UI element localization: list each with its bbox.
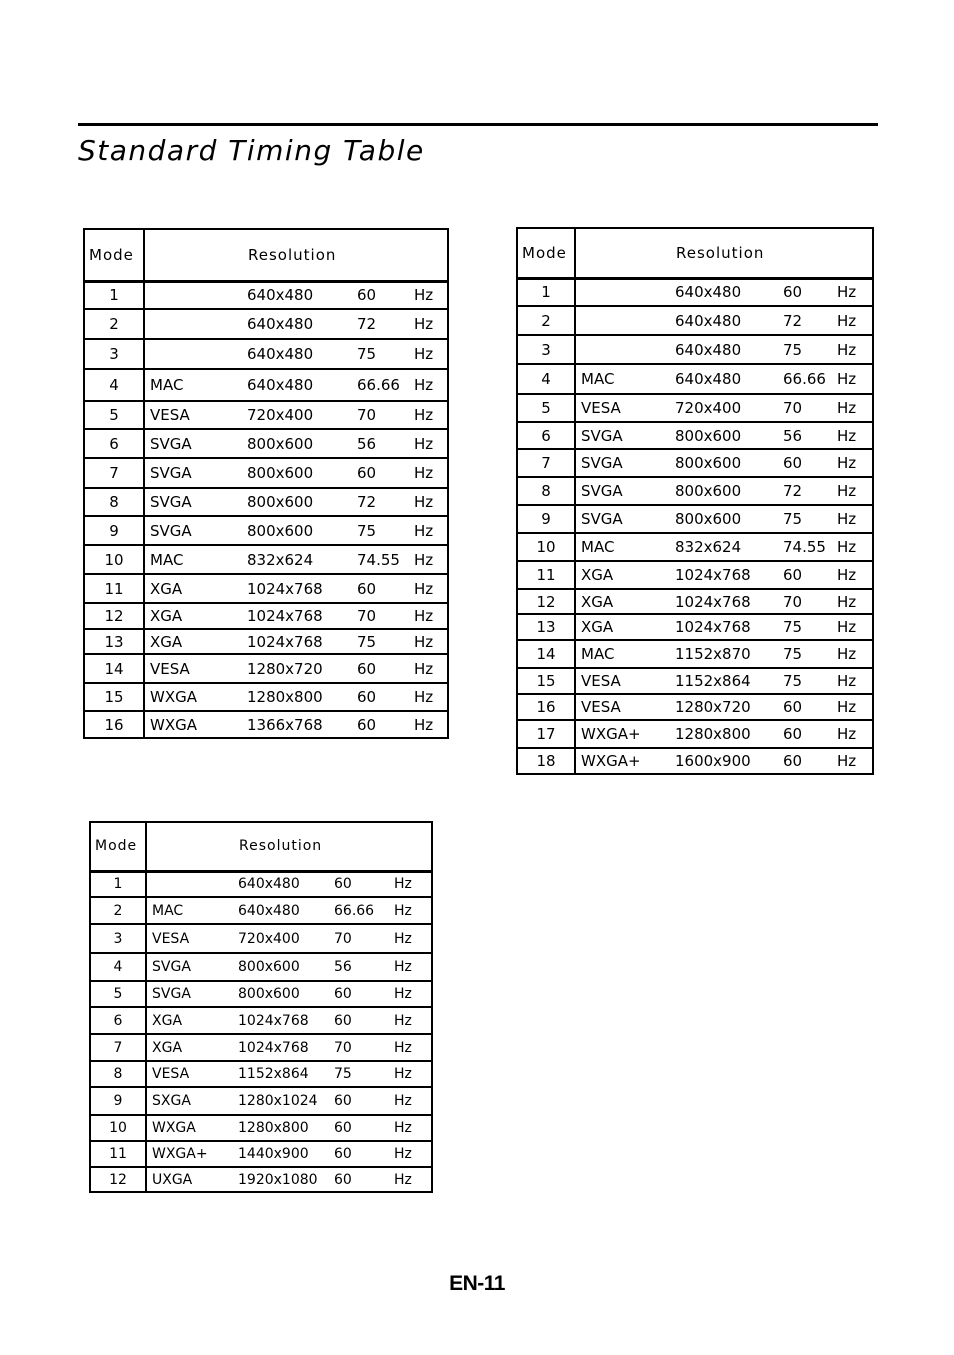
type-cell: MAC [144,369,247,401]
table-row [90,871,432,897]
refresh-rate-cell: 60 [334,1007,394,1034]
refresh-rate-cell: 60 [334,1167,394,1192]
resolution-cell: 1280x800 [675,720,783,748]
resolution-cell: 1024x768 [675,614,783,640]
unit-cell: Hz [414,281,448,309]
type-cell: MAC [575,364,675,394]
mode-cell: 12 [517,589,575,614]
mode-cell: 6 [517,422,575,449]
table-row [90,981,432,1007]
table-row [84,629,448,654]
refresh-rate-cell: 66.66 [357,369,414,401]
type-cell: WXGA+ [146,1141,238,1167]
unit-cell: Hz [837,422,873,449]
refresh-rate-cell: 60 [334,1115,394,1141]
type-cell: SVGA [575,422,675,449]
table-row [84,401,448,429]
unit-cell: Hz [414,711,448,738]
table-row [517,449,873,477]
resolution-cell: 640x480 [675,306,783,335]
unit-cell: Hz [394,924,432,953]
resolution-cell: 1024x768 [247,629,357,654]
resolution-cell: 1024x768 [238,1007,334,1034]
table-row [517,306,873,335]
resolution-cell: 800x600 [247,429,357,458]
resolution-cell: 720x400 [675,394,783,422]
type-cell [146,871,238,897]
unit-cell: Hz [394,1115,432,1141]
type-cell [575,278,675,306]
type-cell: XGA [575,561,675,589]
refresh-rate-cell: 66.66 [334,897,394,924]
type-cell: MAC [575,640,675,668]
resolution-cell: 1024x768 [675,561,783,589]
mode-cell: 7 [517,449,575,477]
table-header-row [84,229,448,281]
mode-cell: 1 [84,281,144,309]
unit-cell: Hz [837,720,873,748]
resolution-cell: 640x480 [675,278,783,306]
table-row [517,561,873,589]
refresh-rate-cell: 72 [357,488,414,516]
page-title: Standard Timing Table [78,134,425,167]
unit-cell: Hz [414,309,448,339]
resolution-cell: 800x600 [675,477,783,505]
refresh-rate-cell: 70 [334,924,394,953]
resolution-cell: 640x480 [238,871,334,897]
refresh-rate-cell: 66.66 [783,364,837,394]
unit-cell: Hz [394,1167,432,1192]
table-row [84,654,448,683]
refresh-rate-cell: 60 [334,981,394,1007]
refresh-rate-cell: 60 [783,561,837,589]
resolution-cell: 1280x800 [247,683,357,711]
refresh-rate-cell: 60 [357,458,414,488]
unit-cell: Hz [837,364,873,394]
mode-cell: 1 [517,278,575,306]
refresh-rate-cell: 56 [334,953,394,981]
refresh-rate-cell: 75 [783,668,837,694]
resolution-cell: 720x400 [247,401,357,429]
resolution-cell: 720x400 [238,924,334,953]
refresh-rate-cell: 70 [357,603,414,629]
mode-cell: 16 [84,711,144,738]
refresh-rate-cell: 70 [783,589,837,614]
refresh-rate-cell: 75 [783,505,837,533]
resolution-cell: 832x624 [247,545,357,574]
table-row [517,614,873,640]
refresh-rate-cell: 74.55 [783,533,837,561]
unit-cell: Hz [837,561,873,589]
unit-cell: Hz [837,668,873,694]
refresh-rate-cell: 72 [357,309,414,339]
table-row [517,364,873,394]
unit-cell: Hz [394,1141,432,1167]
mode-cell: 11 [90,1141,146,1167]
table-row [90,1167,432,1192]
refresh-rate-cell: 60 [783,720,837,748]
type-cell: VESA [575,668,675,694]
refresh-rate-cell: 60 [783,694,837,720]
mode-cell: 13 [84,629,144,654]
unit-cell: Hz [394,897,432,924]
table-row [90,924,432,953]
table-row [517,394,873,422]
timing-table-2 [516,227,874,775]
unit-cell: Hz [837,694,873,720]
table-row [84,281,448,309]
type-cell [575,335,675,364]
table-row [90,1061,432,1087]
refresh-rate-cell: 75 [357,629,414,654]
title-rule [78,123,878,126]
mode-cell: 11 [84,574,144,603]
unit-cell: Hz [394,1087,432,1115]
resolution-cell: 1024x768 [675,589,783,614]
refresh-rate-cell: 75 [357,339,414,369]
mode-cell: 8 [517,477,575,505]
mode-cell: 6 [84,429,144,458]
type-cell: MAC [146,897,238,924]
resolution-cell: 640x480 [675,364,783,394]
table-row [84,339,448,369]
table-row [84,711,448,738]
resolution-cell: 800x600 [675,505,783,533]
resolution-cell: 1600x900 [675,748,783,774]
resolution-cell: 1920x1080 [238,1167,334,1192]
unit-cell: Hz [414,654,448,683]
mode-cell: 7 [90,1034,146,1061]
resolution-cell: 640x480 [247,369,357,401]
mode-cell: 5 [517,394,575,422]
table-row [517,505,873,533]
type-cell: SVGA [575,477,675,505]
table-row [84,603,448,629]
unit-cell: Hz [394,981,432,1007]
refresh-rate-cell: 70 [357,401,414,429]
resolution-cell: 640x480 [238,897,334,924]
refresh-rate-cell: 75 [783,640,837,668]
unit-cell: Hz [394,953,432,981]
table-row [517,335,873,364]
type-cell: WXGA [144,711,247,738]
mode-cell: 8 [90,1061,146,1087]
unit-cell: Hz [414,458,448,488]
unit-cell: Hz [837,505,873,533]
type-cell: VESA [144,654,247,683]
table-row [84,309,448,339]
table-row [517,278,873,306]
unit-cell: Hz [394,1007,432,1034]
type-cell: SVGA [144,488,247,516]
resolution-cell: 800x600 [247,516,357,545]
type-cell: MAC [144,545,247,574]
mode-cell: 3 [90,924,146,953]
page-number: EN-11 [449,1272,505,1295]
type-cell: VESA [146,1061,238,1087]
type-cell [144,309,247,339]
mode-cell: 13 [517,614,575,640]
resolution-header: Resolution [144,229,448,281]
type-cell: SVGA [575,449,675,477]
table-row [84,683,448,711]
type-cell: WXGA+ [575,720,675,748]
type-cell: XGA [144,629,247,654]
refresh-rate-cell: 60 [783,278,837,306]
table-row [84,458,448,488]
mode-cell: 4 [84,369,144,401]
table-row [517,640,873,668]
table-row [84,516,448,545]
unit-cell: Hz [414,401,448,429]
mode-header: Mode [517,228,575,278]
type-cell: SXGA [146,1087,238,1115]
type-cell [575,306,675,335]
mode-cell: 3 [84,339,144,369]
type-cell: MAC [575,533,675,561]
mode-cell: 10 [517,533,575,561]
mode-cell: 12 [84,603,144,629]
unit-cell: Hz [837,449,873,477]
refresh-rate-cell: 75 [783,614,837,640]
resolution-cell: 1440x900 [238,1141,334,1167]
mode-header: Mode [84,229,144,281]
unit-cell: Hz [837,335,873,364]
table-row [517,748,873,774]
table-row [90,897,432,924]
mode-cell: 14 [517,640,575,668]
unit-cell: Hz [837,640,873,668]
type-cell: XGA [144,603,247,629]
refresh-rate-cell: 60 [357,711,414,738]
table-row [517,668,873,694]
unit-cell: Hz [414,516,448,545]
unit-cell: Hz [414,339,448,369]
unit-cell: Hz [837,748,873,774]
refresh-rate-cell: 60 [357,281,414,309]
table-row [90,1141,432,1167]
unit-cell: Hz [837,533,873,561]
resolution-cell: 640x480 [247,339,357,369]
type-cell: UXGA [146,1167,238,1192]
resolution-cell: 1280x800 [238,1115,334,1141]
unit-cell: Hz [414,369,448,401]
type-cell: WXGA [144,683,247,711]
resolution-header: Resolution [146,822,432,871]
table-row [517,533,873,561]
mode-cell: 5 [90,981,146,1007]
resolution-cell: 800x600 [675,422,783,449]
unit-cell: Hz [394,871,432,897]
refresh-rate-cell: 72 [783,477,837,505]
type-cell: VESA [575,394,675,422]
mode-cell: 10 [90,1115,146,1141]
mode-cell: 4 [517,364,575,394]
mode-cell: 9 [84,516,144,545]
mode-cell: 11 [517,561,575,589]
unit-cell: Hz [394,1061,432,1087]
mode-cell: 8 [84,488,144,516]
unit-cell: Hz [837,278,873,306]
refresh-rate-cell: 60 [357,683,414,711]
mode-cell: 10 [84,545,144,574]
unit-cell: Hz [414,683,448,711]
type-cell: XGA [146,1007,238,1034]
resolution-cell: 800x600 [238,953,334,981]
type-cell: VESA [575,694,675,720]
type-cell: VESA [144,401,247,429]
mode-cell: 2 [90,897,146,924]
refresh-rate-cell: 60 [334,1087,394,1115]
table-row [90,1115,432,1141]
resolution-cell: 1024x768 [247,603,357,629]
mode-cell: 1 [90,871,146,897]
mode-cell: 18 [517,748,575,774]
unit-cell: Hz [837,589,873,614]
table-row [517,422,873,449]
mode-cell: 5 [84,401,144,429]
mode-cell: 2 [517,306,575,335]
refresh-rate-cell: 60 [357,654,414,683]
table-row [90,953,432,981]
resolution-cell: 832x624 [675,533,783,561]
table-row [90,1034,432,1061]
mode-cell: 16 [517,694,575,720]
table-header-row [517,228,873,278]
table-row [517,694,873,720]
refresh-rate-cell: 60 [334,871,394,897]
type-cell [144,281,247,309]
refresh-rate-cell: 56 [783,422,837,449]
table-header-row [90,822,432,871]
mode-cell: 15 [517,668,575,694]
resolution-cell: 1280x720 [675,694,783,720]
mode-cell: 3 [517,335,575,364]
unit-cell: Hz [837,394,873,422]
timing-table-1 [83,228,449,739]
resolution-cell: 800x600 [675,449,783,477]
mode-cell: 14 [84,654,144,683]
refresh-rate-cell: 74.55 [357,545,414,574]
mode-cell: 2 [84,309,144,339]
type-cell: SVGA [575,505,675,533]
unit-cell: Hz [394,1034,432,1061]
resolution-cell: 640x480 [675,335,783,364]
resolution-cell: 800x600 [238,981,334,1007]
unit-cell: Hz [414,545,448,574]
mode-cell: 6 [90,1007,146,1034]
resolution-cell: 1366x768 [247,711,357,738]
type-cell: WXGA+ [575,748,675,774]
refresh-rate-cell: 60 [334,1141,394,1167]
refresh-rate-cell: 75 [783,335,837,364]
mode-cell: 17 [517,720,575,748]
mode-cell: 4 [90,953,146,981]
resolution-cell: 640x480 [247,309,357,339]
resolution-cell: 1024x768 [238,1034,334,1061]
type-cell: XGA [575,589,675,614]
refresh-rate-cell: 72 [783,306,837,335]
mode-cell: 15 [84,683,144,711]
refresh-rate-cell: 60 [357,574,414,603]
mode-cell: 9 [90,1087,146,1115]
table-row [84,369,448,401]
refresh-rate-cell: 70 [334,1034,394,1061]
unit-cell: Hz [414,629,448,654]
resolution-cell: 1280x1024 [238,1087,334,1115]
unit-cell: Hz [837,306,873,335]
type-cell: SVGA [144,516,247,545]
type-cell [144,339,247,369]
unit-cell: Hz [414,574,448,603]
resolution-cell: 1152x864 [675,668,783,694]
type-cell: XGA [144,574,247,603]
unit-cell: Hz [837,477,873,505]
refresh-rate-cell: 60 [783,748,837,774]
table-row [517,477,873,505]
refresh-rate-cell: 75 [357,516,414,545]
timing-table-3 [89,821,433,1193]
resolution-cell: 1152x870 [675,640,783,668]
table-row [517,589,873,614]
unit-cell: Hz [837,614,873,640]
type-cell: SVGA [144,429,247,458]
resolution-cell: 640x480 [247,281,357,309]
refresh-rate-cell: 56 [357,429,414,458]
type-cell: SVGA [146,953,238,981]
table-row [84,574,448,603]
resolution-cell: 1280x720 [247,654,357,683]
type-cell: SVGA [146,981,238,1007]
mode-header: Mode [90,822,146,871]
unit-cell: Hz [414,488,448,516]
mode-cell: 9 [517,505,575,533]
type-cell: XGA [575,614,675,640]
refresh-rate-cell: 75 [334,1061,394,1087]
resolution-header: Resolution [575,228,873,278]
table-row [90,1087,432,1115]
refresh-rate-cell: 70 [783,394,837,422]
resolution-cell: 800x600 [247,458,357,488]
resolution-cell: 800x600 [247,488,357,516]
table-row [517,720,873,748]
mode-cell: 12 [90,1167,146,1192]
unit-cell: Hz [414,429,448,458]
type-cell: XGA [146,1034,238,1061]
resolution-cell: 1024x768 [247,574,357,603]
unit-cell: Hz [414,603,448,629]
refresh-rate-cell: 60 [783,449,837,477]
mode-cell: 7 [84,458,144,488]
table-row [90,1007,432,1034]
table-row [84,545,448,574]
resolution-cell: 1152x864 [238,1061,334,1087]
type-cell: SVGA [144,458,247,488]
type-cell: VESA [146,924,238,953]
table-row [84,488,448,516]
type-cell: WXGA [146,1115,238,1141]
table-row [84,429,448,458]
